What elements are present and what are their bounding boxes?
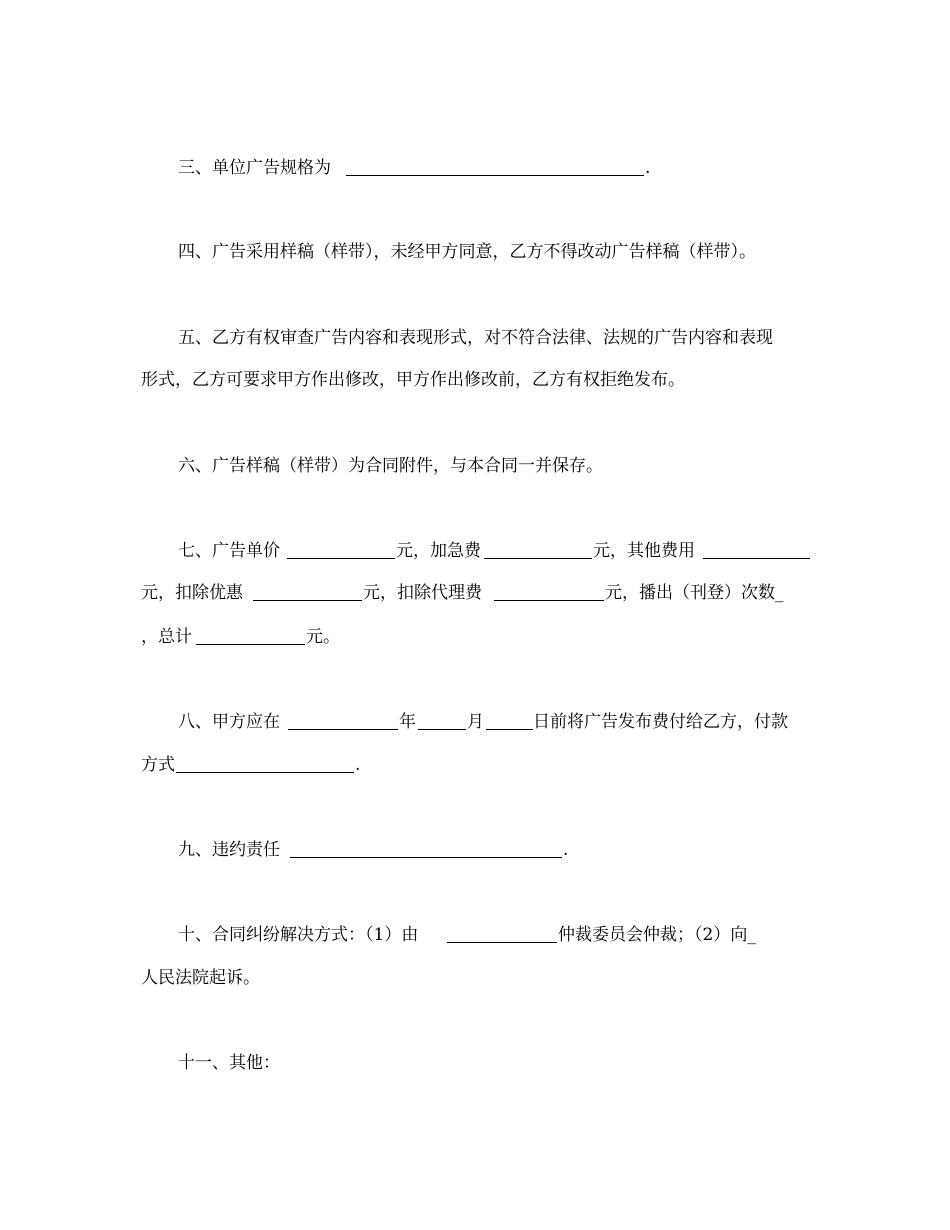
clause-8-text-5: 方式 (141, 755, 175, 775)
clause-8-text-4: 日前将广告发布费付给乙方，付款 (533, 712, 788, 732)
unit-price-blank[interactable] (287, 558, 395, 559)
clause-10-text-2: 仲裁委员会仲裁；（2）向_ (558, 925, 756, 945)
clause-3-text: 三、单位广告规格为 (178, 158, 331, 178)
clause-9-end: . (563, 840, 569, 860)
clause-7-text-6: 元，播出（刊登）次数_ (605, 583, 784, 603)
spec-blank[interactable] (346, 175, 644, 176)
payment-method-blank[interactable] (176, 772, 354, 773)
clause-7-text-2: 元，加急费 (396, 541, 481, 561)
other-fee-blank[interactable] (703, 558, 810, 559)
arbitration-blank[interactable] (447, 942, 557, 943)
liability-blank[interactable] (290, 857, 562, 858)
clause-7-text-7: ，总计 (141, 627, 192, 647)
agency-fee-blank[interactable] (494, 600, 604, 601)
clause-7-text-5: 元，扣除代理费 (363, 583, 482, 603)
clause-5-text-1: 五、乙方有权审查广告内容和表现形式，对不符合法律、法规的广告内容和表现 (178, 328, 773, 348)
month-blank[interactable] (418, 729, 466, 730)
clause-6-text: 六、广告样稿（样带）为合同附件，与本合同一并保存。 (178, 456, 603, 476)
clause-8-text-3: 月 (467, 712, 484, 732)
rush-fee-blank[interactable] (484, 558, 592, 559)
clause-7-text-1: 七、广告单价 (178, 541, 280, 561)
clause-7-text-4: 元，扣除优惠 (141, 583, 243, 603)
clause-9-text: 九、违约责任 (178, 840, 280, 860)
clause-8-text-1: 八、甲方应在 (178, 712, 280, 732)
clause-8-end: . (355, 755, 361, 775)
discount-blank[interactable] (253, 600, 362, 601)
clause-8-text-2: 年 (399, 712, 416, 732)
clause-5-text-2: 形式，乙方可要求甲方作出修改，甲方作出修改前，乙方有权拒绝发布。 (141, 370, 685, 390)
clause-10-text-3: 人民法院起诉。 (141, 968, 260, 988)
day-blank[interactable] (486, 729, 533, 730)
year-blank[interactable] (288, 729, 398, 730)
clause-7-text-3: 元，其他费用 (593, 541, 695, 561)
clause-7-text-8: 元。 (306, 627, 340, 647)
clause-10-text-1: 十、合同纠纷解决方式：（1）由 (178, 925, 419, 945)
total-blank[interactable] (196, 644, 305, 645)
clause-4-text: 四、广告采用样稿（样带），未经甲方同意，乙方不得改动广告样稿（样带）。 (178, 242, 756, 262)
clause-11-text: 十一、其他： (178, 1053, 280, 1073)
clause-3-end: . (645, 158, 651, 178)
